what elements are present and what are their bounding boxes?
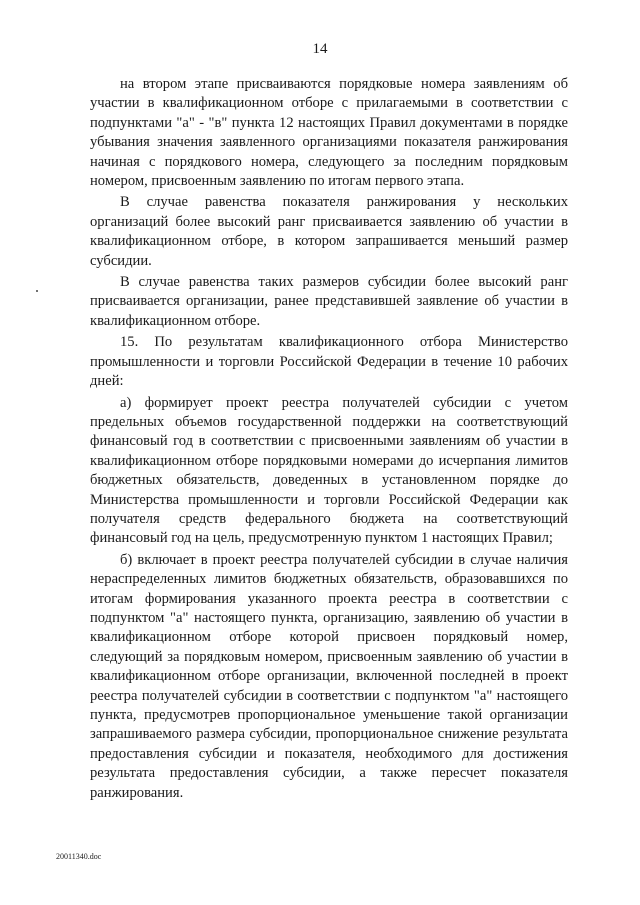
paragraph-equal-subsidy: В случае равенства таких размеров субсидии более высокий ранг присваивается организации, ранее представившей заявление об участии в квалификационном отборе. bbox=[90, 274, 568, 329]
paragraph-item-15: 15. По результатам квалификационного отбора Министерство промышленности и торговли Российской Федерации в течение 10 рабочих дней: bbox=[90, 334, 568, 390]
document-body bbox=[90, 75, 568, 805]
paragraph-stage-two: на втором этапе присваиваются порядковые номера заявлениям об участии в квалификационном отборе с прилагаемыми в соответствии с подпунктами "а" - "в" пункта 12 настоящих Правил документами в порядке убывания значения заявленного организациями показателя ранжирования начиная с порядкового номера, следующего за последним порядковым номером, присвоенным заявлению по итогам первого этапа. bbox=[90, 76, 568, 190]
paragraph-subitem-a: а) формирует проект реестра получателей субсидии с учетом предельных объемов государственной поддержки на соответствующий финансовый год в соответствии с присвоенными заявлениям об участии в квалификационном отборе порядковыми номерами до исчерпания лимитов бюджетных обязательств, доведенных в установленном порядке до Министерства промышленности и торговли Российской Федерации как получателя средств федерального бюджета на соответствующий финансовый год на цель, предусмотренную пунктом 1 настоящих Правил; bbox=[90, 394, 568, 547]
footer-file-code: 20011340.doc bbox=[56, 852, 102, 861]
scan-speck bbox=[36, 290, 38, 292]
page-number: 14 bbox=[312, 41, 328, 57]
paragraph-equal-ranking: В случае равенства показателя ранжирования у нескольких организаций более высокий ранг присваивается заявлению об участии в квалификационном отборе, в котором запрашивается меньший размер субсидии. bbox=[90, 194, 568, 269]
paragraph-subitem-b: б) включает в проект реестра получателей субсидии в случае наличия нераспределенных лимитов бюджетных обязательств, образовавшихся по итогам формирования указанного проекта реестра в соответствии с подпунктом "а" настоящего пункта, организацию, заявлению об участии в квалификационном отборе которой присвоен порядковый номер, следующий за порядковым номером, присвоенным заявлению об участии в квалификационном отборе организации, включенной последней в проект реестра получателей субсидии в соответствии с подпунктом "а" настоящего пункта, предусмотрев пропорциональное уменьшение такой организации запрашиваемого размера субсидии, пропорциональное снижение результата предоставления субсидии и показателя, необходимого для достижения результата предоставления субсидии, а также пересчет показателя ранжирования. bbox=[90, 551, 568, 801]
